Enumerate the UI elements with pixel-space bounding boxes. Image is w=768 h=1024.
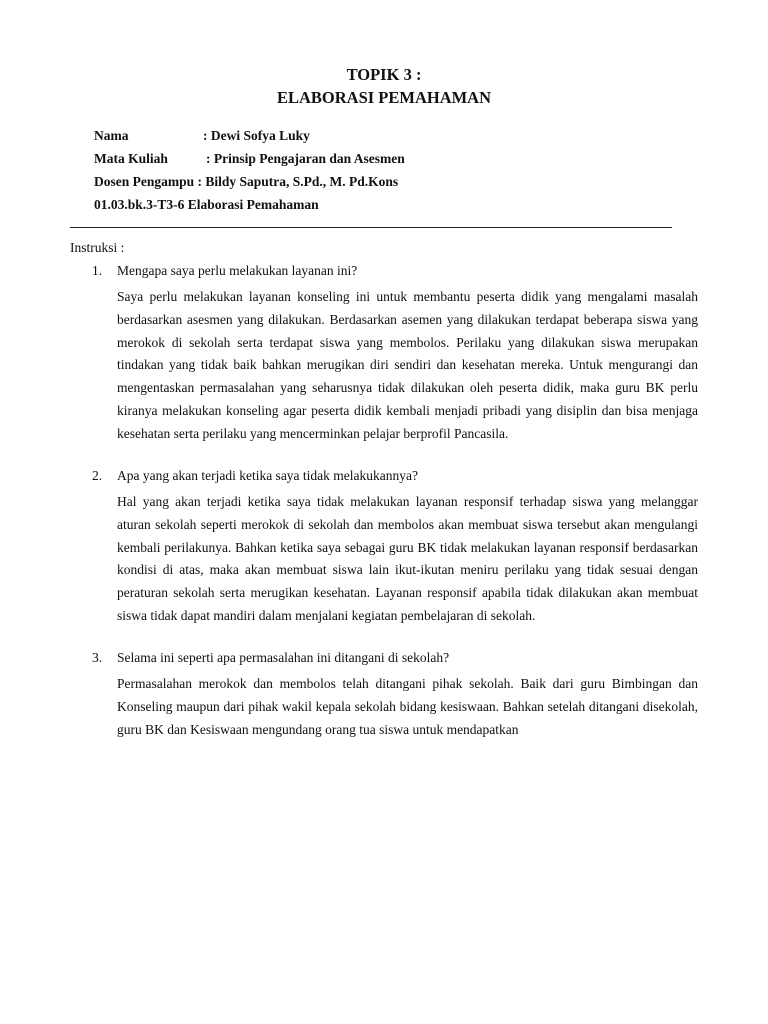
page-title-line-2: ELABORASI PEMAHAMAN [276,88,492,107]
student-name-label: Nama [94,128,129,143]
list-item-question: Mengapa saya perlu melakukan layanan ini? [117,263,358,278]
list-item-question: Selama ini seperti apa permasalahan ini ditangani di sekolah? [117,650,450,665]
page-title-line-1: TOPIK 3 : [346,65,422,84]
list-item-number: 3. [92,650,103,665]
list-item-answer: Saya perlu melakukan layanan konseling ini untuk membantu peserta didik yang mengalami masalah berdasarkan asesmen yang dilakukan. Berdasarkan asemen yang dilakukan terdapat beberapa siswa yang merokok di sekolah serta terdapat siswa yang membolos. Perilaku yang dilakukan siswa merupakan tindakan yang tidak baik bahkan merugikan diri sendiri dan kesehatan mereka. Untuk mengurangi dan mengentaskan permasalahan yang seharusnya tidak dilakukan oleh peserta didik, maka guru BK perlu kiranya melakukan konseling agar peserta didik kembali menjadi pribadi yang disiplin dan bisa menjaga kesehatan serta perilaku yang mencerminkan pelajar berprofil Pancasila. [117,289,698,441]
student-name-row [94,128,310,144]
course-label: Mata Kuliah [94,151,168,166]
list-item-answer: Hal yang akan terjadi ketika saya tidak melakukan layanan responsif terhadap siswa yang melanggar aturan sekolah seperti merokok di sekolah dan membolos akan membuat siswa tersebut akan mengulangi kembali perilakunya. Bahkan ketika saya sebagai guru BK tidak melakukan layanan responsif berdasarkan kondisi di atas, maka akan membuat siswa lain ikut-ikutan meniru perilaku yang tidak sesuai dengan peraturan sekolah serta merugikan kesehatan. Layanan responsif apabila tidak dilakukan akan membuat siswa tidak dapat mandiri dalam menjalani kegiatan pembelajaran di sekolah. [117,494,698,623]
course-row [94,151,405,167]
instructions-label: Instruksi : [70,240,125,255]
course-value: : Prinsip Pengajaran dan Asesmen [206,151,405,166]
assignment-code-row: 01.03.bk.3-T3-6 Elaborasi Pemahaman [94,197,319,212]
student-name-value: : Dewi Sofya Luky [203,128,310,143]
list-item-question: Apa yang akan terjadi ketika saya tidak melakukannya? [117,468,419,483]
list-item-number: 2. [92,468,103,483]
list-item-answer: Permasalahan merokok dan membolos telah ditangani pihak sekolah. Baik dari guru Bimbingan dan Konseling maupun dari pihak wakil kepala sekolah bidang kesiswaan. Bahkan setelah ditangani disekolah, guru BK dan Kesiswaan mengundang orang tua siswa untuk mendapatkan [117,676,698,737]
lecturer-row: Dosen Pengampu : Bildy Saputra, S.Pd., M. Pd.Kons [94,174,399,189]
list-item-number: 1. [92,263,103,278]
header-divider [70,227,672,228]
